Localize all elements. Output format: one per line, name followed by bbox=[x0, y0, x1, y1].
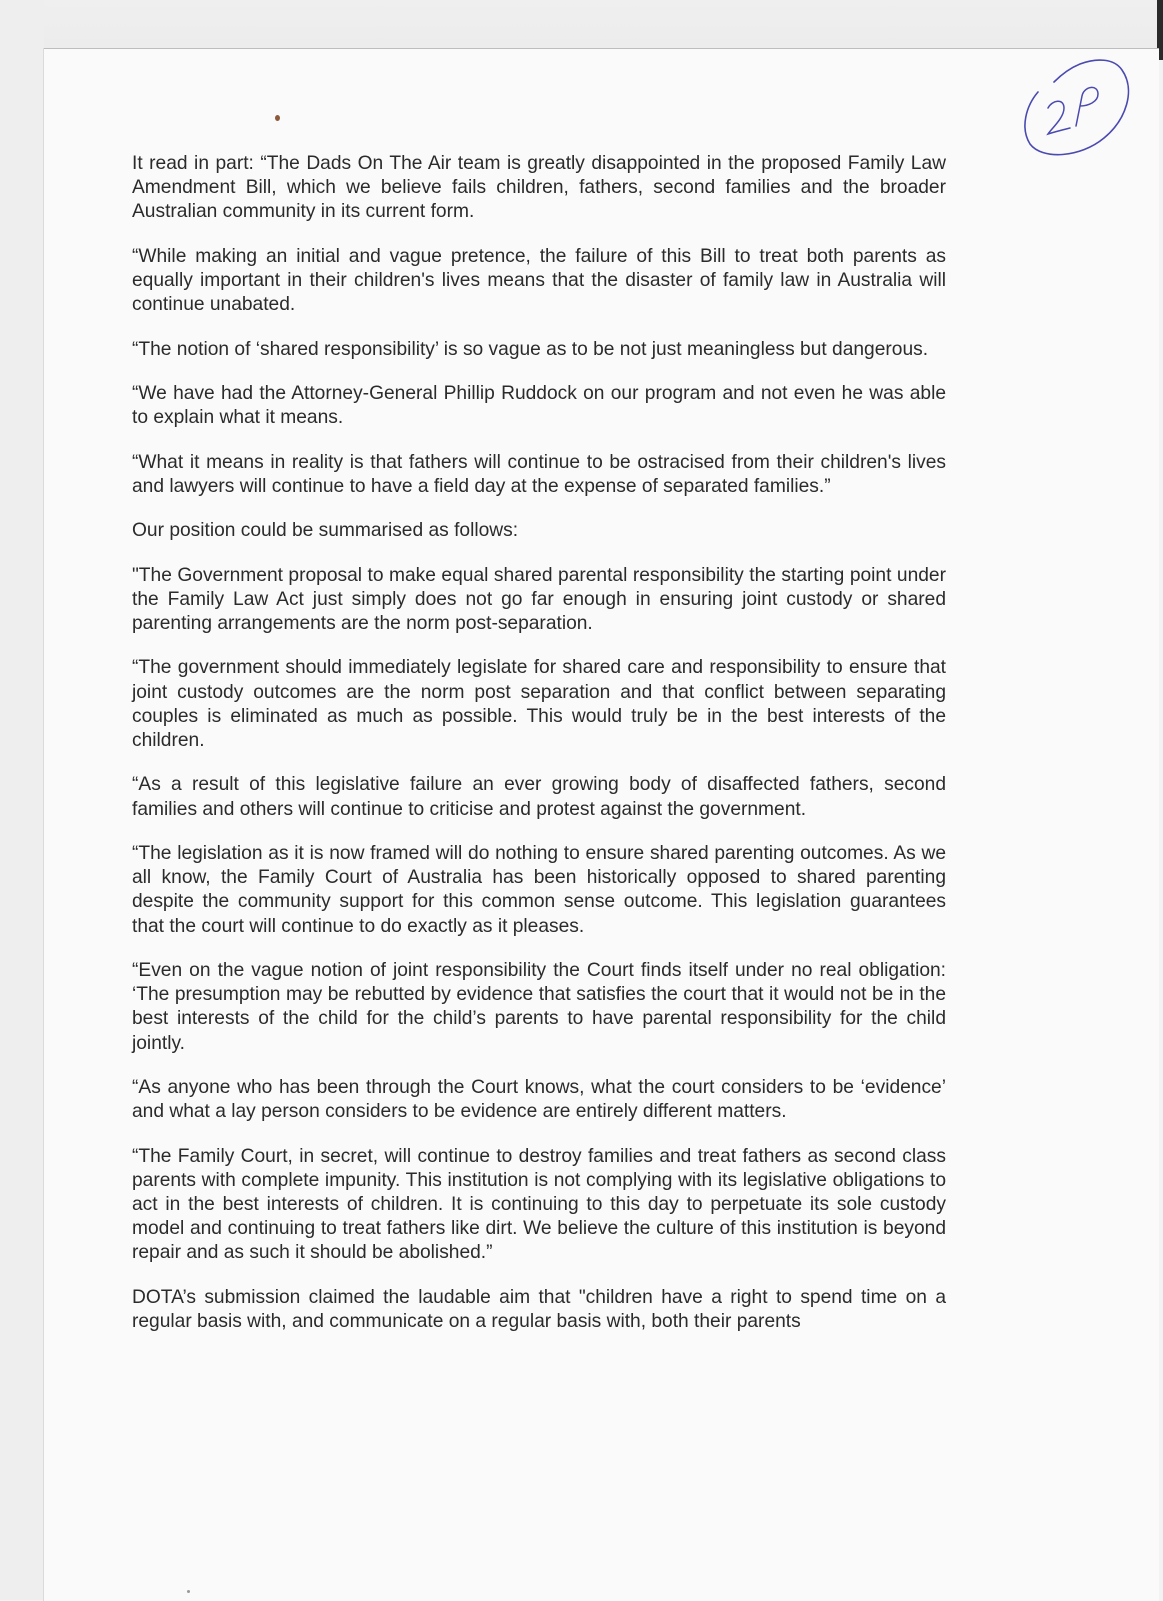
ink-speck bbox=[275, 115, 280, 121]
paragraph: Our position could be summarised as follows: bbox=[132, 520, 519, 542]
paragraph: "The Government proposal to make equal shared parental responsibility the starting point under the Family Law Act just simply does not go far enough in ensuring joint custody or shared parenting arrangements are the norm post-separation. bbox=[132, 564, 946, 634]
paragraph: “As a result of this legislative failure an ever growing body of disaffected fathers, second families and others will continue to criticise and protest against the government. bbox=[132, 774, 946, 820]
paragraph: “The legislation as it is now framed will do nothing to ensure shared parenting outcomes. As we all know, the Family Court of Australia has been historically opposed to shared parenting despite the community support for this common sense outcome. This legislation guarantees that the court will continue to do exactly as it pleases. bbox=[132, 842, 946, 937]
paragraph: “The government should immediately legislate for shared care and responsibility to ensure that joint custody outcomes are the norm post separation and that conflict between separating couples is eliminated as much as possible. This would truly be in the best interests of the children. bbox=[132, 657, 946, 751]
handwritten-page-number-annotation bbox=[1018, 56, 1134, 164]
paragraph: DOTA’s submission claimed the laudable aim that "children have a right to spend time on a regular basis with, and communicate on a regular basis with, both their parents bbox=[132, 1286, 946, 1332]
paragraph: “While making an initial and vague pretence, the failure of this Bill to treat both parents as equally important in their children's lives means that the disaster of family law in Australia will continue unabated. bbox=[132, 245, 946, 316]
paragraph: “The Family Court, in secret, will continue to destroy families and treat fathers as second class parents with complete impunity. This institution is not complying with its legislative obligations to act in the best interests of children. It is continuing to this day to perpetuate its sole custody model and continuing to treat fathers like dirt. We believe the culture of this institution is beyond repair and as such it should be abolished.” bbox=[132, 1145, 946, 1264]
document-text bbox=[132, 152, 946, 1354]
paragraph: “Even on the vague notion of joint responsibility the Court finds itself under no real obligation: ‘The presumption may be rebutted by evidence that satisfies the court that it would not be in the best interests of the child for the child’s parents to have parental responsibility for the child jointly. bbox=[132, 959, 946, 1054]
paragraph: It read in part: “The Dads On The Air team is greatly disappointed in the proposed Family Law Amendment Bill, which we believe fails children, fathers, second families and the broader Australian community in its current form. bbox=[132, 153, 946, 223]
ink-speck bbox=[187, 1590, 190, 1593]
paragraph: “What it means in reality is that fathers will continue to be ostracised from their children's lives and lawyers will continue to have a field day at the expense of separated families.” bbox=[132, 451, 946, 497]
scanner-background-top bbox=[0, 0, 1163, 48]
paragraph: “We have had the Attorney-General Phillip Ruddock on our program and not even he was able to explain what it means. bbox=[132, 382, 946, 429]
paragraph: “The notion of ‘shared responsibility’ is so vague as to be not just meaningless but dangerous. bbox=[132, 338, 929, 360]
scanner-background-left bbox=[0, 0, 44, 1600]
paragraph: “As anyone who has been through the Court knows, what the court considers to be ‘evidence’ and what a lay person considers to be evidence are entirely different matters. bbox=[132, 1076, 946, 1123]
